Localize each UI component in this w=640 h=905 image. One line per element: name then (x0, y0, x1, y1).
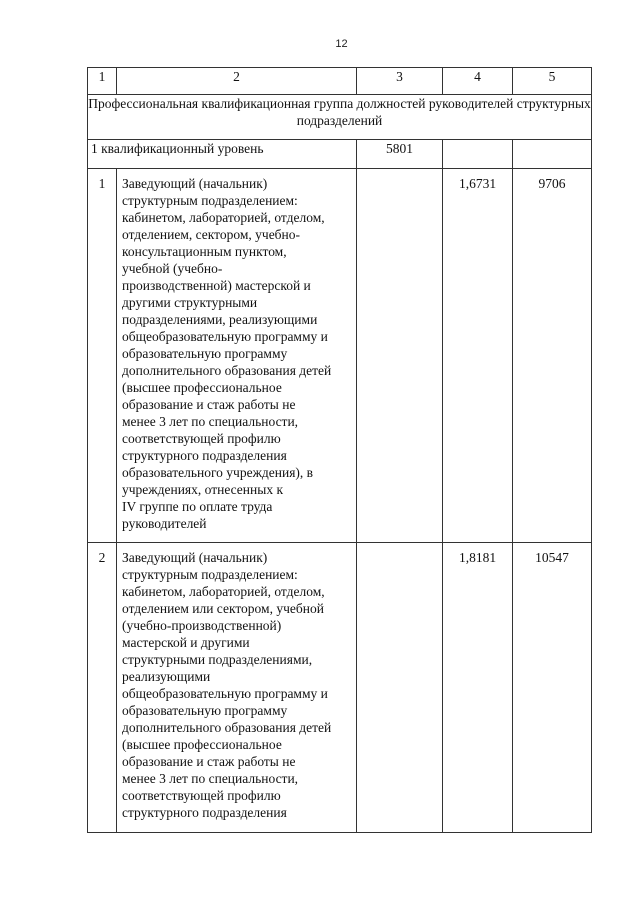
column-header: 3 (357, 68, 443, 95)
description-line: учебной (учебно- (122, 261, 223, 276)
description-line: образовательного учреждения), в (122, 465, 314, 480)
description-line: образование и стаж работы не (122, 754, 296, 769)
coefficient: 1,8181 (443, 543, 513, 833)
description-line: производственной) мастерской и (122, 278, 311, 293)
description-line: Заведующий (начальник) (122, 550, 268, 565)
description-line: структурными подразделениями, (122, 652, 313, 667)
column-header: 4 (443, 68, 513, 95)
description-line: кабинетом, лабораторией, отделом, (122, 584, 325, 599)
empty-cell (357, 543, 443, 833)
description-line: структурным подразделением: (122, 193, 298, 208)
description-line: дополнительного образования детей (122, 363, 332, 378)
group-title: Профессиональная квалификационная группа должностей руководителей структурных подразделений (88, 95, 592, 140)
table-row (88, 543, 592, 833)
description-line: менее 3 лет по специальности, (122, 414, 299, 429)
row-number: 1 (88, 169, 117, 543)
description-line: IV группе по оплате труда (122, 499, 273, 514)
description-line: образовательную программу (122, 703, 288, 718)
description-line: структурным подразделением: (122, 567, 298, 582)
column-header: 2 (117, 68, 357, 95)
description-line: (учебно-производственной) (122, 618, 282, 633)
description-line: (высшее профессиональное (122, 737, 282, 752)
description-line: кабинетом, лабораторией, отделом, (122, 210, 325, 225)
description-line: структурного подразделения (122, 448, 287, 463)
description-line: другими структурными (122, 295, 258, 310)
level-base-salary: 5801 (357, 140, 443, 169)
description-line: соответствующей профилю (122, 788, 281, 803)
description-line: структурного подразделения (122, 805, 287, 820)
description-line: отделением или сектором, учебной (122, 601, 324, 616)
empty-cell (443, 140, 513, 169)
description-line: общеобразовательную программу и (122, 686, 328, 701)
description-line: образовательную программу (122, 346, 288, 361)
description-line: подразделениями, реализующими (122, 312, 318, 327)
position-description (117, 169, 357, 543)
column-header: 5 (513, 68, 592, 95)
row-number: 2 (88, 543, 117, 833)
group-row (88, 95, 592, 140)
table-row (88, 169, 592, 543)
coefficient: 1,6731 (443, 169, 513, 543)
description-line: учреждениях, отнесенных к (122, 482, 284, 497)
position-description (117, 543, 357, 833)
page-number: 12 (335, 38, 348, 50)
column-header: 1 (88, 68, 117, 95)
description-line: соответствующей профилю (122, 431, 281, 446)
description-line: реализующими (122, 669, 211, 684)
description-line: мастерской и другими (122, 635, 250, 650)
description-line: менее 3 лет по специальности, (122, 771, 299, 786)
description-line: консультационным пунктом, (122, 244, 287, 259)
level-row (88, 140, 592, 169)
salary: 9706 (513, 169, 592, 543)
description-line: дополнительного образования детей (122, 720, 332, 735)
salary: 10547 (513, 543, 592, 833)
description-line: общеобразовательную программу и (122, 329, 328, 344)
description-line: образование и стаж работы не (122, 397, 296, 412)
description-line: (высшее профессиональное (122, 380, 282, 395)
level-label: 1 квалификационный уровень (88, 140, 357, 169)
description-line: отделением, сектором, учебно- (122, 227, 301, 242)
empty-cell (357, 169, 443, 543)
salary-table (87, 67, 592, 833)
description-line: руководителей (122, 516, 207, 531)
empty-cell (513, 140, 592, 169)
description-line: Заведующий (начальник) (122, 176, 268, 191)
header-row (88, 68, 592, 95)
